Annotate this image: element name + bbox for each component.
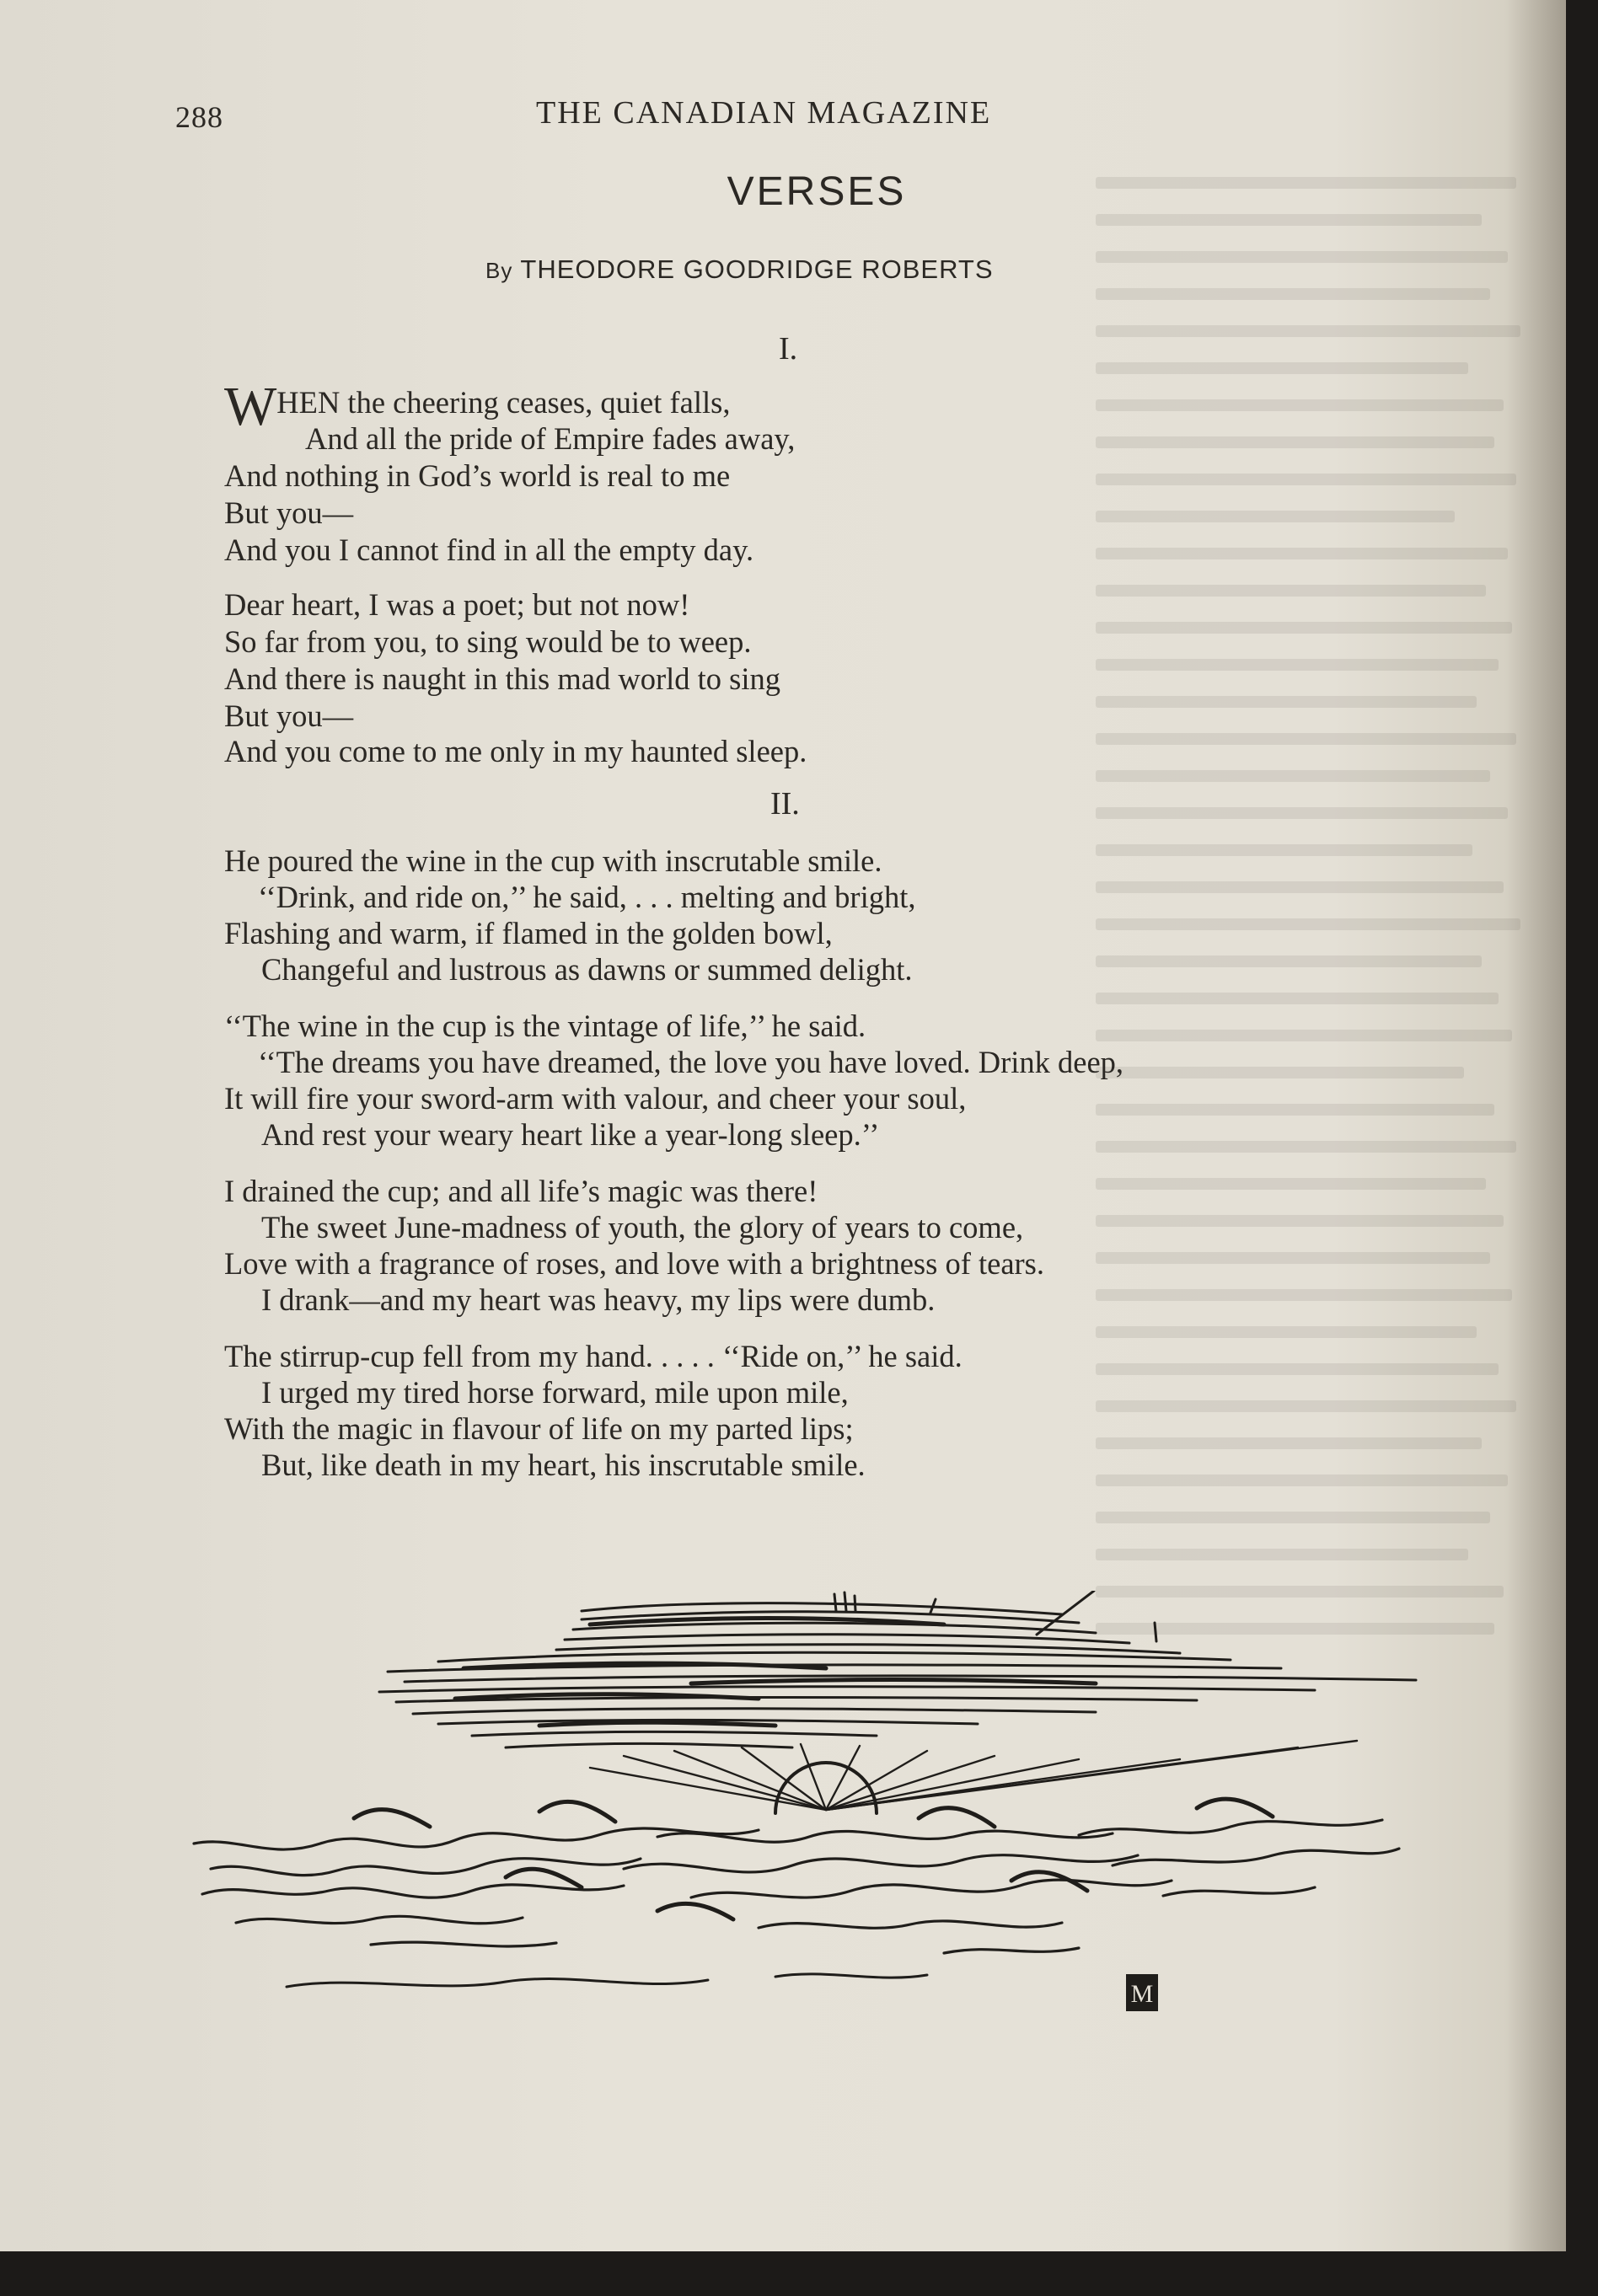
- poem-line: And all the pride of Empire fades away,: [305, 421, 796, 456]
- poem-line: But you—: [224, 495, 354, 530]
- poem-line: And you come to me only in my haunted sleep.: [224, 734, 807, 768]
- poem-line: I drank—and my heart was heavy, my lips were dumb.: [261, 1282, 936, 1317]
- page-number: 288: [175, 100, 223, 134]
- poem-line: And you I cannot find in all the empty day.: [224, 533, 754, 567]
- poem-line: So far from you, to sing would be to weep.: [224, 624, 752, 659]
- foreground-swell: [287, 1974, 927, 1987]
- cloud-bank: [379, 1603, 1416, 1747]
- article-title: VERSES: [727, 169, 907, 214]
- byline: [485, 254, 994, 285]
- poem-line: Love with a fragrance of roses, and love with a brightness of tears.: [224, 1246, 1045, 1281]
- waves: [194, 1820, 1399, 1953]
- byline-prefix: By: [485, 258, 513, 283]
- monogram-letter: M: [1130, 1980, 1154, 2008]
- poem-line: And rest your weary heart like a year-long sleep.’’: [261, 1117, 880, 1152]
- poem-line: And nothing in God’s world is real to me: [224, 458, 731, 493]
- running-head: THE CANADIAN MAGAZINE: [536, 95, 992, 131]
- poem-line: The stirrup-cup fell from my hand. . . . . ‘‘Ride on,’’ he said.: [224, 1339, 963, 1373]
- poem-line: But, like death in my heart, his inscrutable smile.: [261, 1448, 866, 1482]
- poem-line: It will fire your sword-arm with valour, and cheer your soul,: [224, 1081, 967, 1116]
- section-numeral-two: II.: [770, 786, 800, 822]
- poem-line: And there is naught in this mad world to sing: [224, 661, 780, 696]
- poem-line: ‘‘Drink, and ride on,’’ he said, . . . melting and bright,: [258, 880, 916, 914]
- poem-line: Dear heart, I was a poet; but not now!: [224, 587, 690, 622]
- poem-line: He poured the wine in the cup with inscrutable smile.: [224, 843, 882, 878]
- poem-line: I drained the cup; and all life’s magic was there!: [224, 1174, 818, 1208]
- poem-line: ‘‘The dreams you have dreamed, the love you have loved. Drink deep,: [258, 1045, 1124, 1079]
- bleed-through-text: [1096, 177, 1534, 1694]
- poem-line: Changeful and lustrous as dawns or summed delight.: [261, 952, 913, 987]
- poem-line: The sweet June-madness of youth, the glory of years to come,: [261, 1210, 1024, 1244]
- section-numeral-one: I.: [779, 331, 798, 367]
- poem-line: With the magic in flavour of life on my parted lips;: [224, 1411, 854, 1446]
- poem-line: But you—: [224, 698, 354, 733]
- drop-cap: W: [224, 376, 277, 437]
- artist-monogram: [1126, 1974, 1158, 2011]
- poem-line: Flashing and warm, if flamed in the golden bowl,: [224, 916, 833, 950]
- poem-line: I urged my tired horse forward, mile upon mile,: [261, 1375, 849, 1410]
- poem-line: ‘‘The wine in the cup is the vintage of life,’’ he said.: [224, 1009, 866, 1043]
- author-name: THEODORE GOODRIDGE ROBERTS: [520, 254, 994, 284]
- sunset-sea-illustration: [185, 1591, 1424, 2029]
- poem-line: WHEN the cheering ceases, quiet falls,: [224, 376, 731, 437]
